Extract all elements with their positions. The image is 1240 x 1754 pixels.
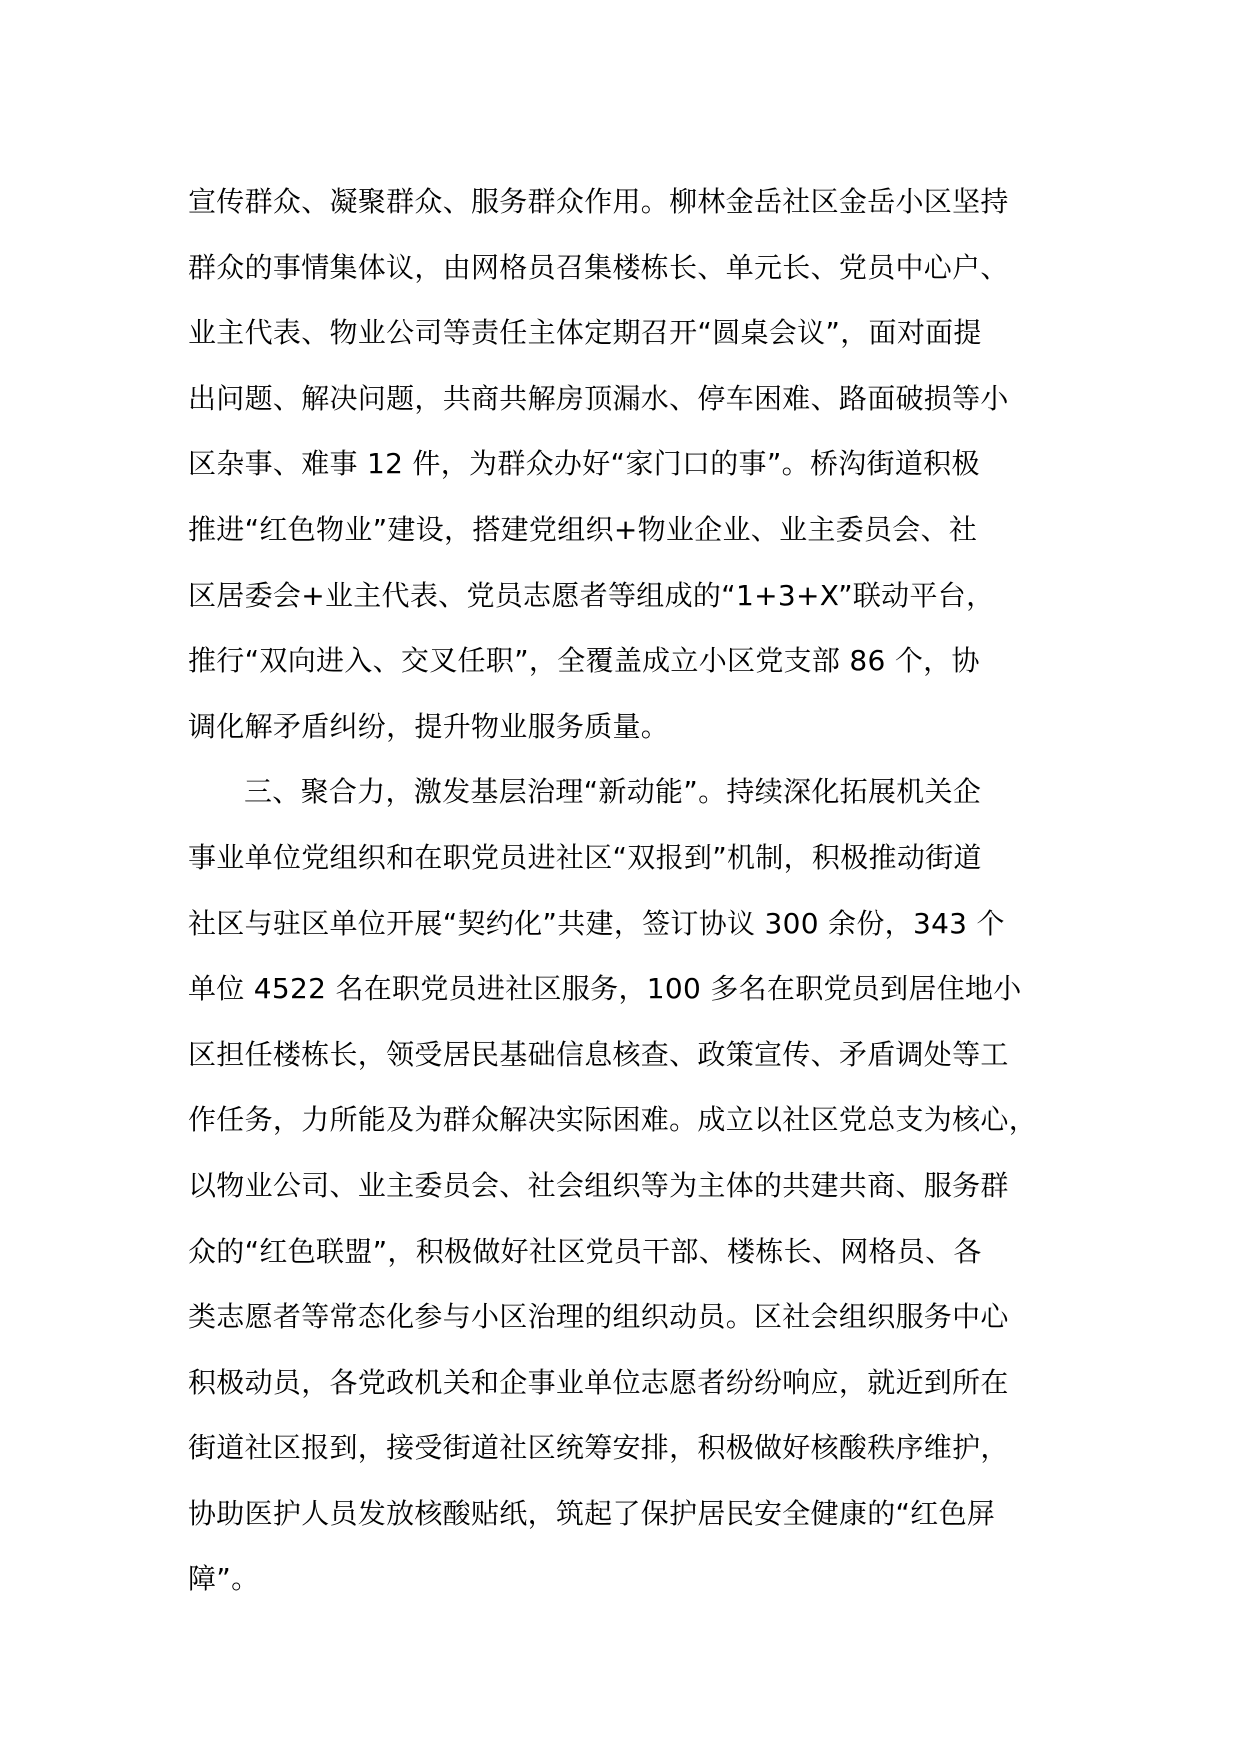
body-line: 社区与驻区单位开展“契约化”共建，签订协议 300 余份，343 个 [188,906,1005,940]
body-line: 推进“红色物业”建设，搭建党组织+物业企业、业主委员会、社 [188,512,978,546]
body-line: 以物业公司、业主委员会、社会组织等为主体的共建共商、服务群 [188,1168,1009,1202]
body-line: 障”。 [188,1562,260,1596]
document-body [188,169,1088,1612]
body-line: 宣传群众、凝聚群众、服务群众作用。柳林金岳社区金岳小区坚持 [188,185,1009,218]
body-line: 群众的事情集体议，由网格员召集楼栋长、单元长、党员中心户、 [188,250,1009,284]
body-line: 区杂事、难事 12 件，为群众办好“家门口的事”。桥沟街道积极 [188,447,980,481]
body-line: 积极动员，各党政机关和企事业单位志愿者纷纷响应，就近到所在 [188,1365,1009,1399]
section-heading-line: 三、聚合力，激发基层治理“新动能”。持续深化拓展机关企 [244,775,982,809]
body-line: 协助医护人员发放核酸贴纸，筑起了保护居民安全健康的“红色屏 [188,1496,996,1530]
body-line: 区居委会+业主代表、党员志愿者等组成的“1+3+X”联动平台， [188,578,995,612]
body-line: 单位 4522 名在职党员进社区服务，100 多名在职党员到居住地小 [188,972,1022,1006]
body-line: 业主代表、物业公司等责任主体定期召开“圆桌会议”，面对面提 [188,316,982,350]
body-line: 调化解矛盾纠纷，提升物业服务质量。 [188,709,670,743]
body-line: 推行“双向进入、交叉任职”，全覆盖成立小区党支部 86 个，协 [188,644,980,678]
body-line: 出问题、解决问题，共商共解房顶漏水、停车困难、路面破损等小 [188,381,1009,415]
body-line: 街道社区报到，接受街道社区统筹安排，积极做好核酸秩序维护， [188,1431,1009,1465]
body-line: 作任务，力所能及为群众解决实际困难。成立以社区党总支为核心， [188,1103,1038,1137]
body-line: 众的“红色联盟”，积极做好社区党员干部、楼栋长、网格员、各 [188,1234,982,1268]
body-line: 事业单位党组织和在职党员进社区“双报到”机制，积极推动街道 [188,840,982,874]
body-line: 区担任楼栋长，领受居民基础信息核查、政策宣传、矛盾调处等工 [188,1037,1009,1071]
body-line: 类志愿者等常态化参与小区治理的组织动员。区社会组织服务中心 [188,1300,1009,1334]
